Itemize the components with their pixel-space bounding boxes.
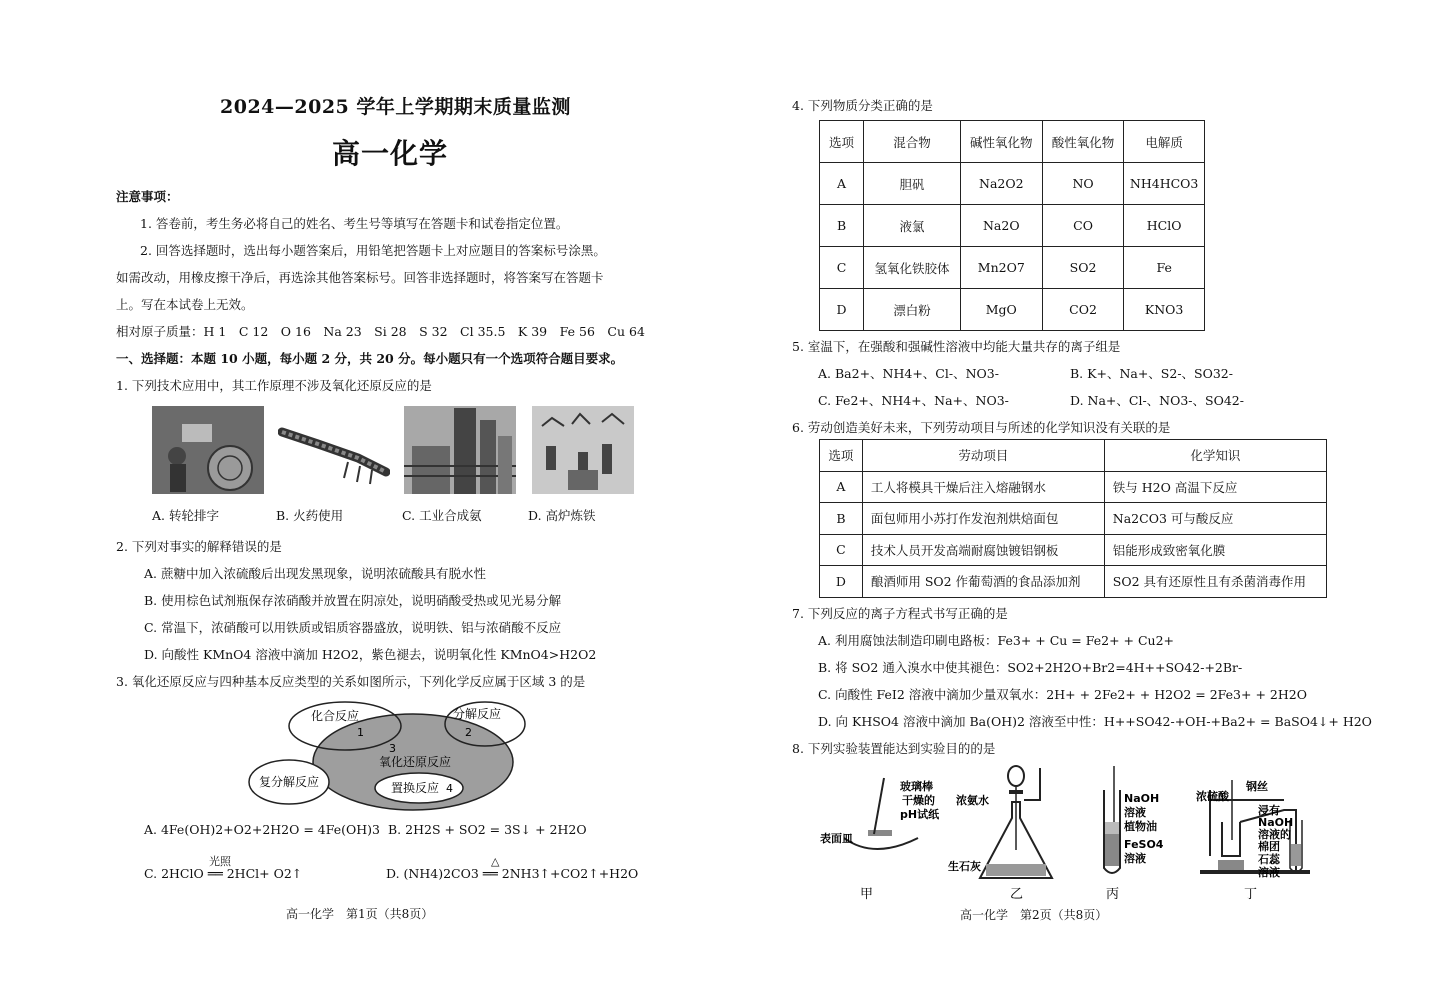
naoh-solution-label: 溶液: [1124, 806, 1146, 819]
double-displacement-label: 复分解反应: [259, 775, 320, 789]
q1-option-b: B. 火药使用: [276, 508, 344, 523]
right-footer: 高一化学 第2页（共8页）: [960, 908, 1108, 922]
apparatus-ding: [1196, 779, 1310, 902]
feso4-solution-label: 溶液: [1124, 852, 1146, 865]
ph-paper-label: pH试纸: [900, 808, 940, 821]
q6-cell: 工人将模具干燥后注入熔融钢水: [862, 471, 1104, 503]
q7-option-b: B. 将 SO2 通入溴水中使其褪色：SO2+2H2O+Br2=4H++SO42-+2Br-: [818, 660, 1243, 675]
q6-cell: SO2 具有还原性且有杀菌消毒作用: [1104, 566, 1326, 598]
left-footer: 高一化学 第1页（共8页）: [286, 907, 434, 921]
soaked-label-4: 棉团: [1258, 840, 1280, 853]
label-ding: 丁: [1244, 887, 1258, 902]
q7-option-d: D. 向 KHSO4 溶液中滴加 Ba(OH)2 溶液至中性：H++SO42-+OH-+Ba2+ = BaSO4↓+ H2O: [818, 714, 1372, 729]
glass-rod-label: 玻璃棒: [900, 780, 933, 793]
apparatus-jia: [820, 778, 940, 902]
q3-option-c: C. 2HClO ══ 2HCl+ O2↑: [144, 866, 303, 881]
q7-option-c: C. 向酸性 FeI2 溶液中滴加少量双氧水：2H+ + 2Fe2+ + H2O2 = 2Fe3+ + 2H2O: [818, 687, 1307, 702]
q4-cell: 液氯: [864, 205, 961, 247]
q4-cell: 漂白粉: [864, 289, 961, 331]
combination-label: 化合反应: [311, 709, 360, 723]
conc-ammonia-label: 浓氨水: [956, 794, 989, 807]
q1-image-d: [532, 406, 634, 494]
apparatus-yi: [948, 766, 1052, 902]
q6-cell: 面包师用小苏打作发泡剂烘焙面包: [862, 503, 1104, 535]
ammonia-plant-illustration: [404, 406, 516, 494]
q4-cell: D: [820, 289, 864, 331]
q5-stem: 5. 室温下，在强酸和强碱性溶液中均能大量共存的离子组是: [792, 339, 1121, 354]
q4-header-option: 选项: [820, 121, 864, 163]
q6-cell: Na2CO3 可与酸反应: [1104, 503, 1326, 535]
q4-cell: Na2O: [960, 205, 1042, 247]
litmus-label-1: 石蕊: [1258, 853, 1280, 866]
q6-cell: D: [820, 566, 863, 598]
q4-table: [819, 120, 1205, 331]
soaked-label-3: 溶液的: [1258, 828, 1291, 841]
q4-cell: B: [820, 205, 864, 247]
label-jia: 甲: [860, 887, 874, 902]
q4-cell: NH4HCO3: [1124, 163, 1205, 205]
q4-cell: Mn2O7: [960, 247, 1042, 289]
watch-glass-label: 表面皿: [820, 832, 853, 845]
q1-option-d: D. 高炉炼铁: [528, 508, 596, 523]
region-2-label: 2: [465, 726, 472, 739]
atomic-mass: 相对原子质量：H 1 C 12 O 16 Na 23 Si 28 S 32 Cl 35.5 K 39 Fe 56 Cu 64: [116, 324, 645, 339]
region-4-label: 4: [446, 782, 453, 795]
conc-h2so4-label: 浓硫酸: [1196, 790, 1229, 803]
q6-cell: 铁与 H2O 高温下反应: [1104, 471, 1326, 503]
q4-cell: NO: [1042, 163, 1124, 205]
soaked-label-1: 浸有: [1258, 804, 1280, 817]
notice-line-1: 1. 答卷前，考生务必将自己的姓名、考生号等填写在答题卡和试卷指定位置。: [140, 216, 569, 231]
q5-option-d: D. Na+、Cl-、NO3-、SO42-: [1070, 393, 1244, 408]
q1-stem: 1. 下列技术应用中，其工作原理不涉及氧化还原反应的是: [116, 378, 432, 393]
q4-cell: A: [820, 163, 864, 205]
decomposition-label: 分解反应: [453, 707, 502, 721]
q4-cell: CO: [1042, 205, 1124, 247]
q7-stem: 7. 下列反应的离子方程式书写正确的是: [792, 606, 1008, 621]
q4-cell: KNO3: [1124, 289, 1205, 331]
q7-option-a: A. 利用腐蚀法制造印刷电路板：Fe3+ + Cu = Fe2+ + Cu2+: [818, 633, 1175, 648]
q4-header-mixture: 混合物: [864, 121, 961, 163]
q6-cell: 酿酒师用 SO2 作葡萄酒的食品添加剂: [862, 566, 1104, 598]
fire-dragon-rocket-illustration: [278, 418, 390, 490]
blast-furnace-illustration: [532, 406, 634, 494]
q1-image-a: [152, 406, 264, 494]
q8-apparatus: [814, 760, 1354, 905]
q6-cell: C: [820, 534, 863, 566]
veg-oil-label: 植物油: [1124, 820, 1157, 833]
q6-cell: 技术人员开发高端耐腐蚀镀铝钢板: [862, 534, 1104, 566]
q4-cell: 氢氧化铁胶体: [864, 247, 961, 289]
q1-option-a: A. 转轮排字: [152, 508, 219, 523]
region-3-label: 3: [389, 742, 396, 755]
label-bing: 丙: [1106, 887, 1120, 902]
q4-cell: SO2: [1042, 247, 1124, 289]
litmus-label-2: 溶液: [1258, 866, 1280, 879]
q3-condition-light: 光照: [209, 855, 231, 868]
q4-cell: Fe: [1124, 247, 1205, 289]
q3-stem: 3. 氧化还原反应与四种基本反应类型的关系如图所示，下列化学反应属于区域 3 的是: [116, 674, 586, 689]
q5-option-c: C. Fe2+、NH4+、Na+、NO3-: [818, 393, 1009, 408]
region-1-label: 1: [357, 726, 364, 739]
steel-wire-label: 钢丝: [1246, 780, 1268, 793]
q4-header-electrolyte: 电解质: [1124, 121, 1205, 163]
q8-stem: 8. 下列实验装置能达到实验目的的是: [792, 741, 996, 756]
q3-option-a: A. 4Fe(OH)2+O2+2H2O = 4Fe(OH)3: [144, 822, 380, 837]
displacement-label: 置换反应: [391, 781, 440, 795]
q1-image-b: [278, 418, 390, 490]
q4-header-acidic-oxide: 酸性氧化物: [1042, 121, 1124, 163]
quicklime-label: 生石灰: [948, 860, 981, 873]
q3-venn-diagram: [245, 696, 545, 814]
q4-cell: HClO: [1124, 205, 1205, 247]
exam-title: 2024—2025 学年上学期期末质量监测: [220, 96, 571, 118]
subject-title: 高一化学: [332, 137, 449, 170]
q3-condition-heat: △: [491, 855, 500, 868]
naoh-label: NaOH: [1124, 792, 1160, 805]
feso4-label: FeSO4: [1124, 838, 1164, 851]
notice-line-4: 上。写在本试卷上无效。: [116, 297, 254, 312]
q4-cell: MgO: [960, 289, 1042, 331]
q2-option-d: D. 向酸性 KMnO4 溶液中滴加 H2O2，紫色褪去，说明氧化性 KMnO4>H2O2: [144, 647, 597, 662]
q6-header-knowledge: 化学知识: [1104, 440, 1326, 472]
q3-option-b: B. 2H2S + SO2 = 3S↓ + 2H2O: [388, 822, 587, 837]
q6-cell: 铝能形成致密氧化膜: [1104, 534, 1326, 566]
q4-cell: C: [820, 247, 864, 289]
q1-option-c: C. 工业合成氨: [402, 508, 482, 523]
q5-option-a: A. Ba2+、NH4+、Cl-、NO3-: [818, 366, 999, 381]
section-1-heading: 一、选择题：本题 10 小题，每小题 2 分，共 20 分。每小题只有一个选项符合题目要求。: [116, 351, 624, 366]
q6-table: [819, 439, 1327, 598]
wheel-type-illustration: [152, 406, 264, 494]
label-yi: 乙: [1010, 887, 1024, 902]
q3-option-d: D. (NH4)2CO3 ══ 2NH3↑+CO2↑+H2O: [386, 866, 639, 881]
q6-cell: A: [820, 471, 863, 503]
q5-option-b: B. K+、Na+、S2-、SO32-: [1070, 366, 1233, 381]
notice-heading: 注意事项：: [116, 189, 179, 204]
q6-header-labor: 劳动项目: [862, 440, 1104, 472]
q4-stem: 4. 下列物质分类正确的是: [792, 98, 933, 113]
q4-cell: 胆矾: [864, 163, 961, 205]
q4-header-basic-oxide: 碱性氧化物: [960, 121, 1042, 163]
q2-option-c: C. 常温下，浓硝酸可以用铁质或铝质容器盛放，说明铁、铝与浓硝酸不反应: [144, 620, 562, 635]
q2-option-a: A. 蔗糖中加入浓硫酸后出现发黑现象，说明浓硫酸具有脱水性: [144, 566, 486, 581]
q6-header-option: 选项: [820, 440, 863, 472]
notice-line-3: 如需改动，用橡皮擦干净后，再选涂其他答案标号。回答非选择题时，将答案写在答题卡: [116, 270, 604, 285]
apparatus-bing: [1104, 766, 1164, 902]
q2-option-b: B. 使用棕色试剂瓶保存浓硝酸并放置在阴凉处，说明硝酸受热或见光易分解: [144, 593, 562, 608]
q6-stem: 6. 劳动创造美好未来，下列劳动项目与所述的化学知识没有关联的是: [792, 420, 1171, 435]
dry-ph-label: 干燥的: [902, 794, 935, 807]
q4-cell: Na2O2: [960, 163, 1042, 205]
redox-label: 氧化还原反应: [379, 755, 452, 769]
q2-stem: 2. 下列对事实的解释错误的是: [116, 539, 282, 554]
q6-cell: B: [820, 503, 863, 535]
q4-cell: CO2: [1042, 289, 1124, 331]
q1-image-c: [404, 406, 516, 494]
notice-line-2: 2. 回答选择题时，选出每小题答案后，用铅笔把答题卡上对应题目的答案标号涂黑。: [140, 243, 606, 258]
soaked-label-2: NaOH: [1258, 816, 1294, 829]
